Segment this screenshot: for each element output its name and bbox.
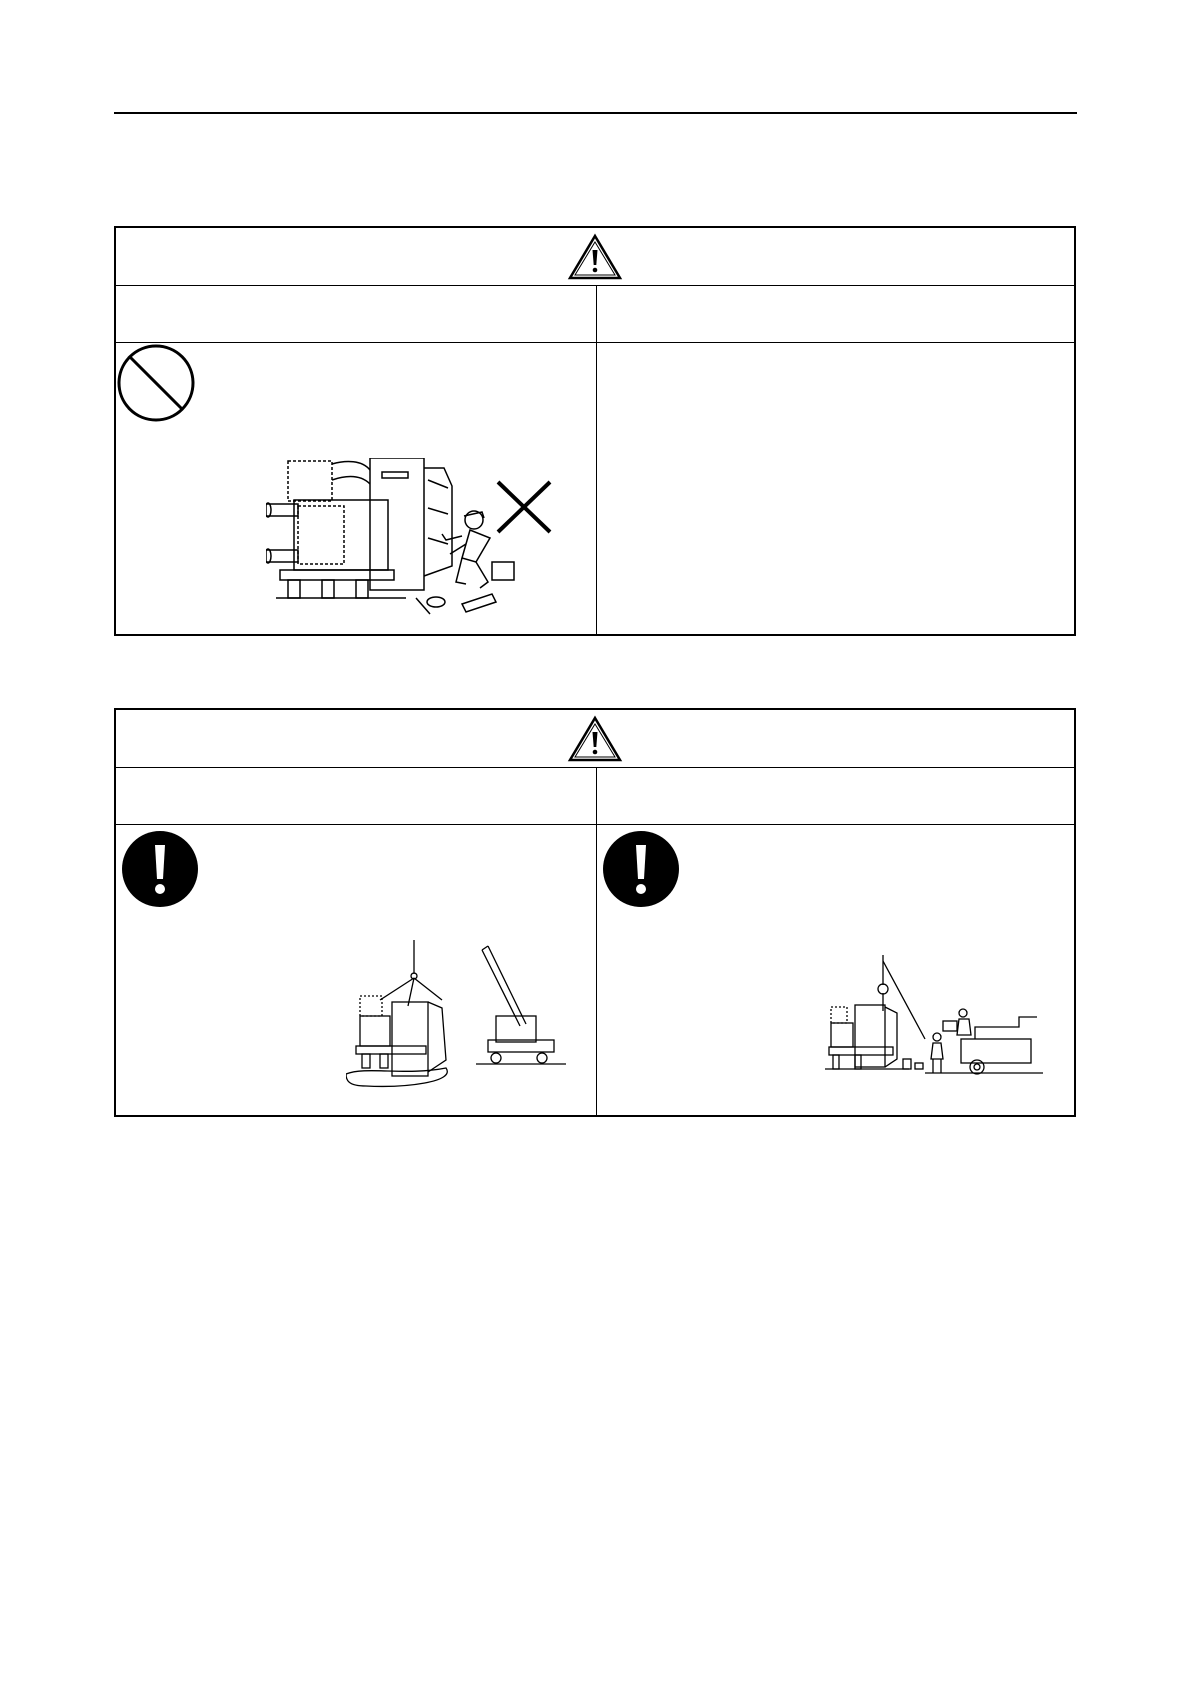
worker-modifying-chiller-illustration: [266, 458, 526, 618]
panel-subhead-row: [116, 767, 1074, 825]
left-cell: [116, 825, 596, 1115]
chiller-hoist-and-truck-illustration: [825, 955, 1045, 1085]
right-cell: [597, 343, 1074, 634]
mandatory-panel: [114, 708, 1076, 1117]
cross-mark-icon: [494, 478, 554, 536]
prohibited-icon: [116, 343, 200, 427]
mandatory-action-icon: [601, 829, 681, 909]
panel-title-row: [116, 228, 1074, 286]
mandatory-action-icon: [120, 829, 200, 909]
prohibition-panel: [114, 226, 1076, 636]
warning-triangle-icon: [567, 715, 623, 763]
panel-title-row: [116, 710, 1074, 768]
right-cell: [597, 825, 1074, 1115]
left-cell: [116, 343, 596, 634]
crane-lifting-chiller-illustration: [346, 940, 566, 1090]
panel-subhead-row: [116, 285, 1074, 343]
warning-triangle-icon: [567, 233, 623, 281]
header-rule: [114, 112, 1077, 114]
